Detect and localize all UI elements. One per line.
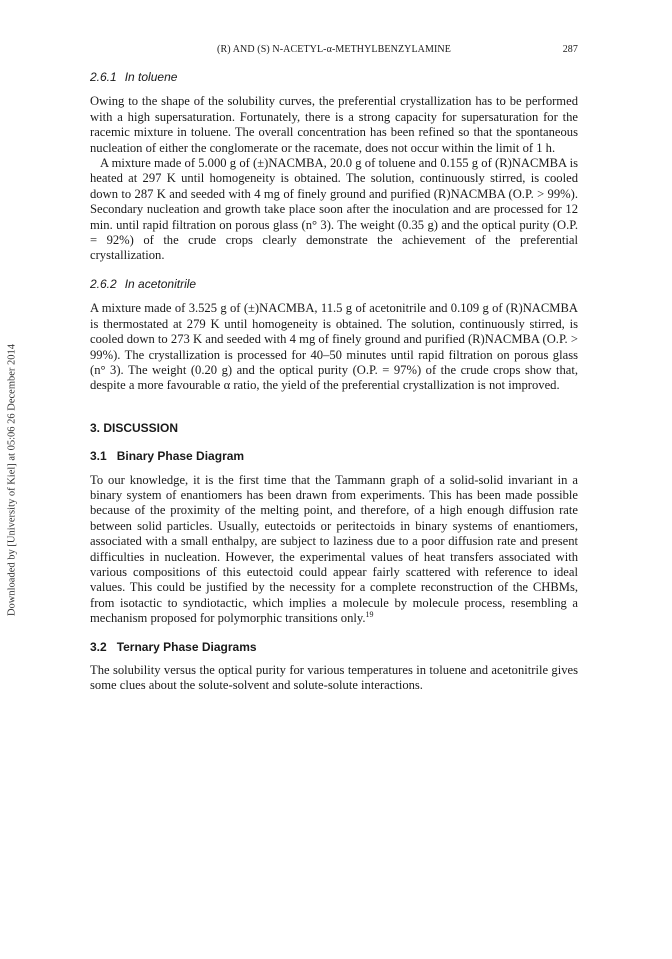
running-header	[90, 44, 578, 55]
download-watermark-text: Downloaded by [University of Kiel] at 05:06 26 December 2014	[6, 343, 18, 617]
section-3-2-number: 3.2	[90, 639, 107, 654]
reference-superscript: 19	[365, 610, 374, 619]
section-2-6-2-paragraph-1: A mixture made of 3.525 g of (±)NACMBA, 11.5 g of acetonitrile and 0.109 g of (R)NACMBA is thermostated at 279 K until homogeneity is obtained. The solution, continuously stirred, is cooled down to 273 K and seeded with 4 mg of finely ground and purified (R)NACMBA (O.P. > 99%). The crystallization is processed for 40–50 minutes until rapid filtration on porous glass (n° 3). The weight (0.20 g) and the optical purity (O.P. = 97%) of the crude crops show that, despite a more favourable α ratio, the yield of the preferential crystallization is not improved.	[90, 301, 578, 393]
section-3-1-number: 3.1	[90, 449, 107, 464]
section-3-1-heading	[90, 449, 578, 464]
section-2-6-1-paragraph-2: A mixture made of 5.000 g of (±)NACMBA, 20.0 g of toluene and 0.155 g of (R)NACMBA is heated at 297 K until homogeneity is obtained. The solution, continuously stirred, is cooled down to 287 K and seeded with 4 mg of finely ground and purified (R)NACMBA (O.P. > 99%). Secondary nucleation and growth take place soon after the inoculation and are processed for 12 min. until rapid filtration on porous glass (n° 3). The weight (0.35 g) and the optical purity (O.P. = 92%) of the crude crops clearly demonstrate the achievement of the preferential crystallization.	[90, 156, 578, 263]
section-2-6-1-heading	[90, 70, 578, 85]
article-body	[90, 70, 578, 694]
section-3-2-paragraph-1: The solubility versus the optical purity for various temperatures in toluene and acetonitrile gives some clues about the solute-solvent and solute-solute interactions.	[90, 663, 578, 693]
section-3-2-heading	[90, 640, 578, 655]
section-2-6-2-title: In acetonitrile	[124, 276, 197, 291]
download-watermark	[5, 330, 19, 630]
section-3-1-title: Binary Phase Diagram	[116, 449, 245, 464]
section-3-heading: 3. DISCUSSION	[90, 420, 179, 435]
section-2-6-1-paragraph-1: Owing to the shape of the solubility curves, the preferential crystallization has to be performed with a high supersaturation. Fortunately, there is a strong capacity for supersaturation for the racemic mixture in toluene. The overall concentration has been refined so that the spontaneous nucleation of either the conglomerate or the racemate, does not occur within the limit of 1 h.	[90, 94, 578, 155]
section-3-1-paragraph-text: To our knowledge, it is the first time that the Tammann graph of a solid-solid invariant in a binary system of enantiomers has been drawn from experiments. This has been made possible because of the proximity of the melting point, and therefore, of a high enough diffusion rate between solid particles. Usually, eutectoids or peritectoids in binary systems of enantiomers, associated with a small enthalpy, are subject to laziness due to a poor diffusion rate and present difficulties in nucleation. However, the experimental values of heat transfers associated with various compositions of this eutectoid could appear fairly scattered with reference to ideal values. This could be justified by the necessity for a complete reconstruction of the CHBMs, from isotactic to syndiotactic, which implies a molecule by molecule process, resembling a mechanism proposed for polymorphic transitions only.	[90, 472, 578, 626]
section-2-6-2-heading	[90, 277, 578, 292]
section-2-6-1-title: In toluene	[124, 70, 178, 84]
running-header-title: (R) AND (S) N-ACETYL-α-METHYLBENZYLAMINE	[217, 44, 451, 55]
page-number: 287	[562, 44, 578, 55]
section-3-1-paragraph-1	[90, 473, 578, 627]
section-2-6-1-number: 2.6.1	[90, 70, 117, 84]
section-3-2-title: Ternary Phase Diagrams	[116, 639, 257, 654]
section-2-6-2-number: 2.6.2	[90, 276, 117, 291]
